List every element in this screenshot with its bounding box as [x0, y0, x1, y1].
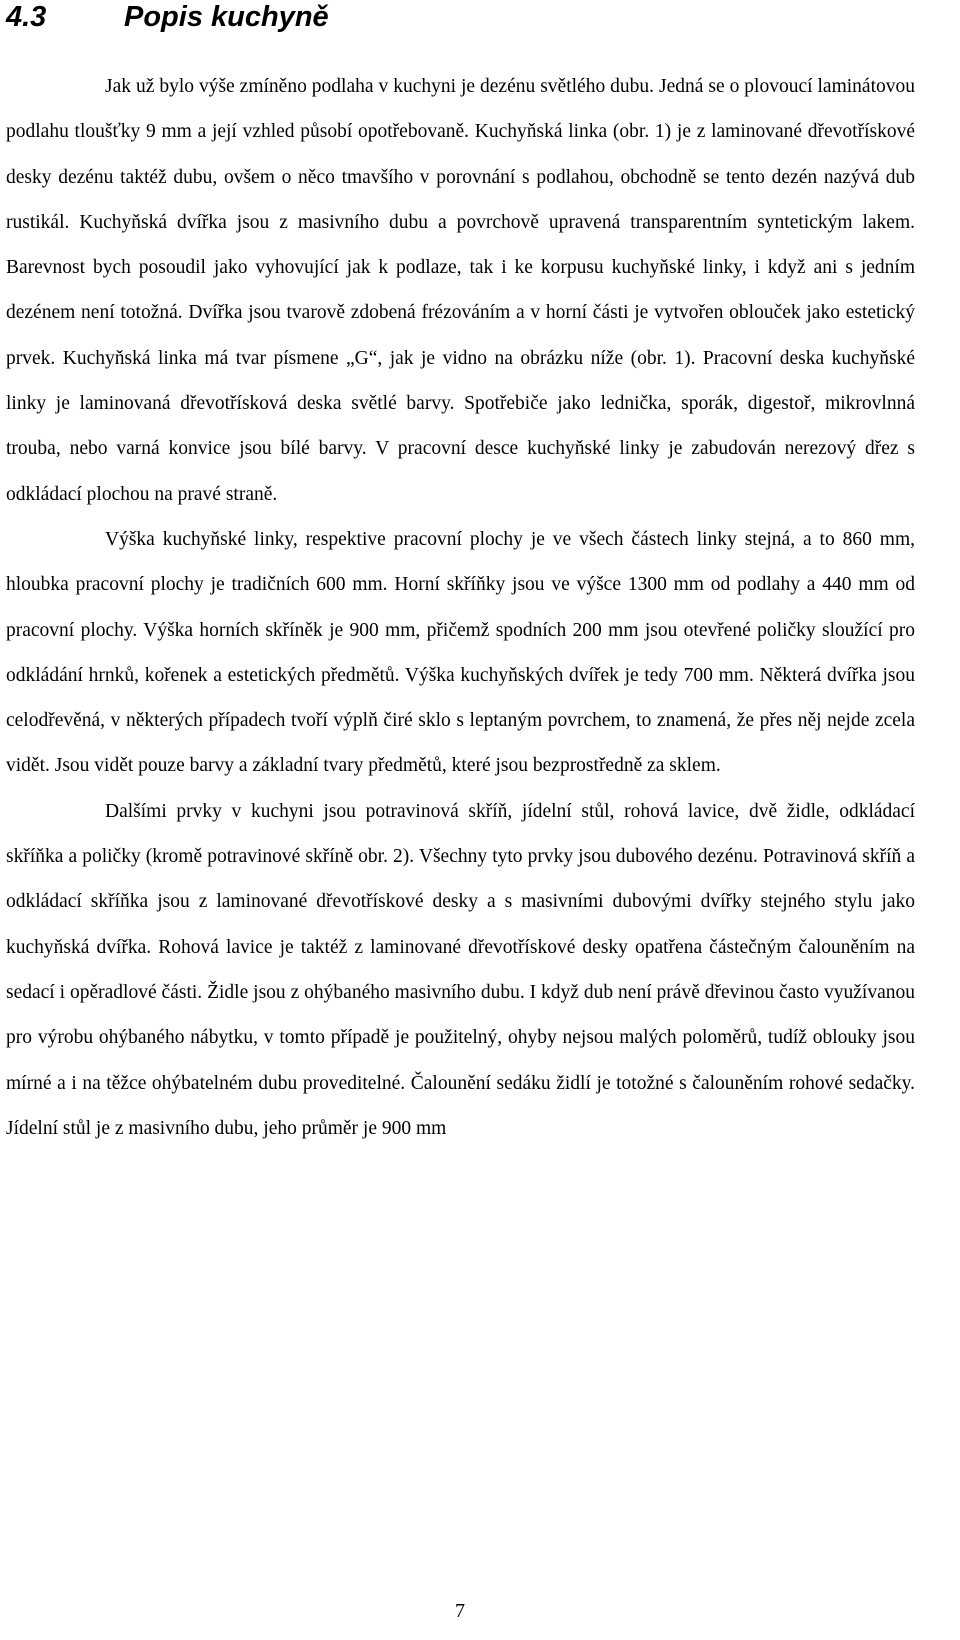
paragraph: Dalšími prvky v kuchyni jsou potravinová skříň, jídelní stůl, rohová lavice, dvě židle, odkládací skříňka a poličky (kromě potravinové skříně obr. 2). Všechny tyto prvky jsou dubového dezénu. Potravinová skříň a odkládací skříňka jsou z laminované dřevotřískové desky a s masivními dubovými dvířky stejného stylu jako kuchyňská dvířka. Rohová lavice je taktéž z laminované dřevotřískové desky opatřena částečným čalouněním na sedací i opěradlové části. Židle jsou z ohýbaného masivního dubu. I když dub není právě dřevinou často využívanou pro výrobu ohýbaného nábytku, v tomto případě je použitelný, ohyby nejsou malých poloměrů, tudíž oblouky jsou mírné a i na těžce ohýbatelném dubu proveditelné. Čalounění sedáku židlí je totožné s čalouněním rohové sedačky. Jídelní stůl je z masivního dubu, jeho průměr je 900 mm: [6, 800, 915, 1139]
paragraph: Jak už bylo výše zmíněno podlaha v kuchyni je dezénu světlého dubu. Jedná se o plovoucí laminátovou podlahu tloušťky 9 mm a její vzhled působí opotřebovaně. Kuchyňská linka (obr. 1) je z laminované dřevotřískové desky dezénu taktéž dubu, ovšem o něco tmavšího v porovnání s podlahou, obchodně se tento dezén nazývá dub rustikál. Kuchyňská dvířka jsou z masivního dubu a povrchově upravená transparentním syntetickým lakem. Barevnost bych posoudil jako vyhovující jak k podlaze, tak i ke korpusu kuchyňské linky, i když ani s jedním dezénem není totožná. Dvířka jsou tvarově zdobená frézováním a v horní části je vytvořen oblouček jako estetický prvek. Kuchyňská linka má tvar písmene „G“, jak je vidno na obrázku níže (obr. 1). Pracovní deska kuchyňské linky je laminovaná dřevotřísková deska světlé barvy. Spotřebiče jako lednička, sporák, digestoř, mikrovlnná trouba, nebo varná konvice jsou bílé barvy. V pracovní desce kuchyňské linky je zabudován nerezový dřez s odkládací plochou na pravé straně.: [6, 76, 915, 505]
section-number: 4.3: [6, 1, 47, 33]
body-text: [6, 64, 915, 1151]
page-number: 7: [455, 1600, 465, 1622]
paragraph: Výška kuchyňské linky, respektive pracovní plochy je ve všech částech linky stejná, a to 860 mm, hloubka pracovní plochy je tradičních 600 mm. Horní skříňky jsou ve výšce 1300 mm od podlahy a 440 mm od pracovní plochy. Výška horních skříněk je 900 mm, přičemž spodních 200 mm jsou otevřené poličky sloužící pro odkládání hrnků, kořenek a estetických předmětů. Výška kuchyňských dvířek je tedy 700 mm. Některá dvířka jsou celodřevěná, v některých případech tvoří výplň čiré sklo s leptaným povrchem, to znamená, že přes něj nejde zcela vidět. Jsou vidět pouze barvy a základní tvary předmětů, které jsou bezprostředně za sklem.: [6, 528, 915, 777]
section-title: Popis kuchyně: [124, 1, 329, 33]
section-heading: [6, 0, 329, 34]
